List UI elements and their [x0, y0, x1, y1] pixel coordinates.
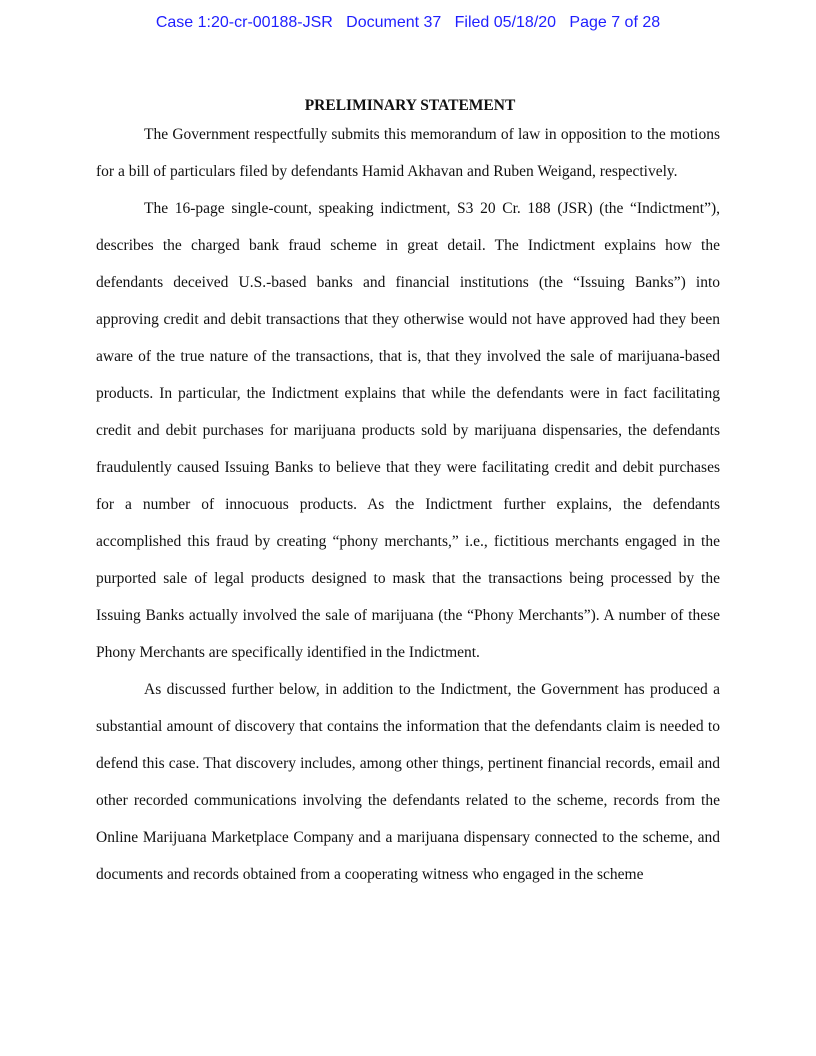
- paragraph-3: As discussed further below, in addition to the Indictment, the Government has produced a substantial amount of discovery that contains the information that the defendants claim is needed to defend this case. That discovery includes, among other things, pertinent financial records, email and other recorded communications involving the defendants related to the scheme, records from the Online Marijuana Marketplace Company and a marijuana dispensary connected to the scheme, and documents and records obtained from a cooperating witness who engaged in the scheme: [96, 681, 720, 883]
- case-header: Case 1:20-cr-00188-JSR Document 37 Filed 05/18/20 Page 7 of 28: [155, 14, 661, 31]
- paragraph-2: The 16-page single-count, speaking indictment, S3 20 Cr. 188 (JSR) (the “Indictment”), describes the charged bank fraud scheme in great detail. The Indictment explains how the defendants deceived U.S.-based banks and financial institutions (the “Issuing Banks”) into approving credit and debit transactions that they otherwise would not have approved had they been aware of the true nature of the transactions, that is, that they involved the sale of marijuana-based products. In particular, the Indictment explains that while the defendants were in fact facilitating credit and debit purchases for marijuana products sold by marijuana dispensaries, the defendants fraudulently caused Issuing Banks to believe that they were facilitating credit and debit purchases for a number of innocuous products. As the Indictment further explains, the defendants accomplished this fraud by creating “phony merchants,” i.e., fictitious merchants engaged in the purported sale of legal products designed to mask that the transactions being processed by the Issuing Banks actually involved the sale of marijuana (the “Phony Merchants”). A number of these Phony Merchants are specifically identified in the Indictment.: [96, 200, 720, 661]
- section-heading: PRELIMINARY STATEMENT: [304, 97, 516, 114]
- paragraph-1: The Government respectfully submits this memorandum of law in opposition to the motions for a bill of particulars filed by defendants Hamid Akhavan and Ruben Weigand, respectively.: [96, 126, 720, 180]
- document-body: [96, 96, 720, 893]
